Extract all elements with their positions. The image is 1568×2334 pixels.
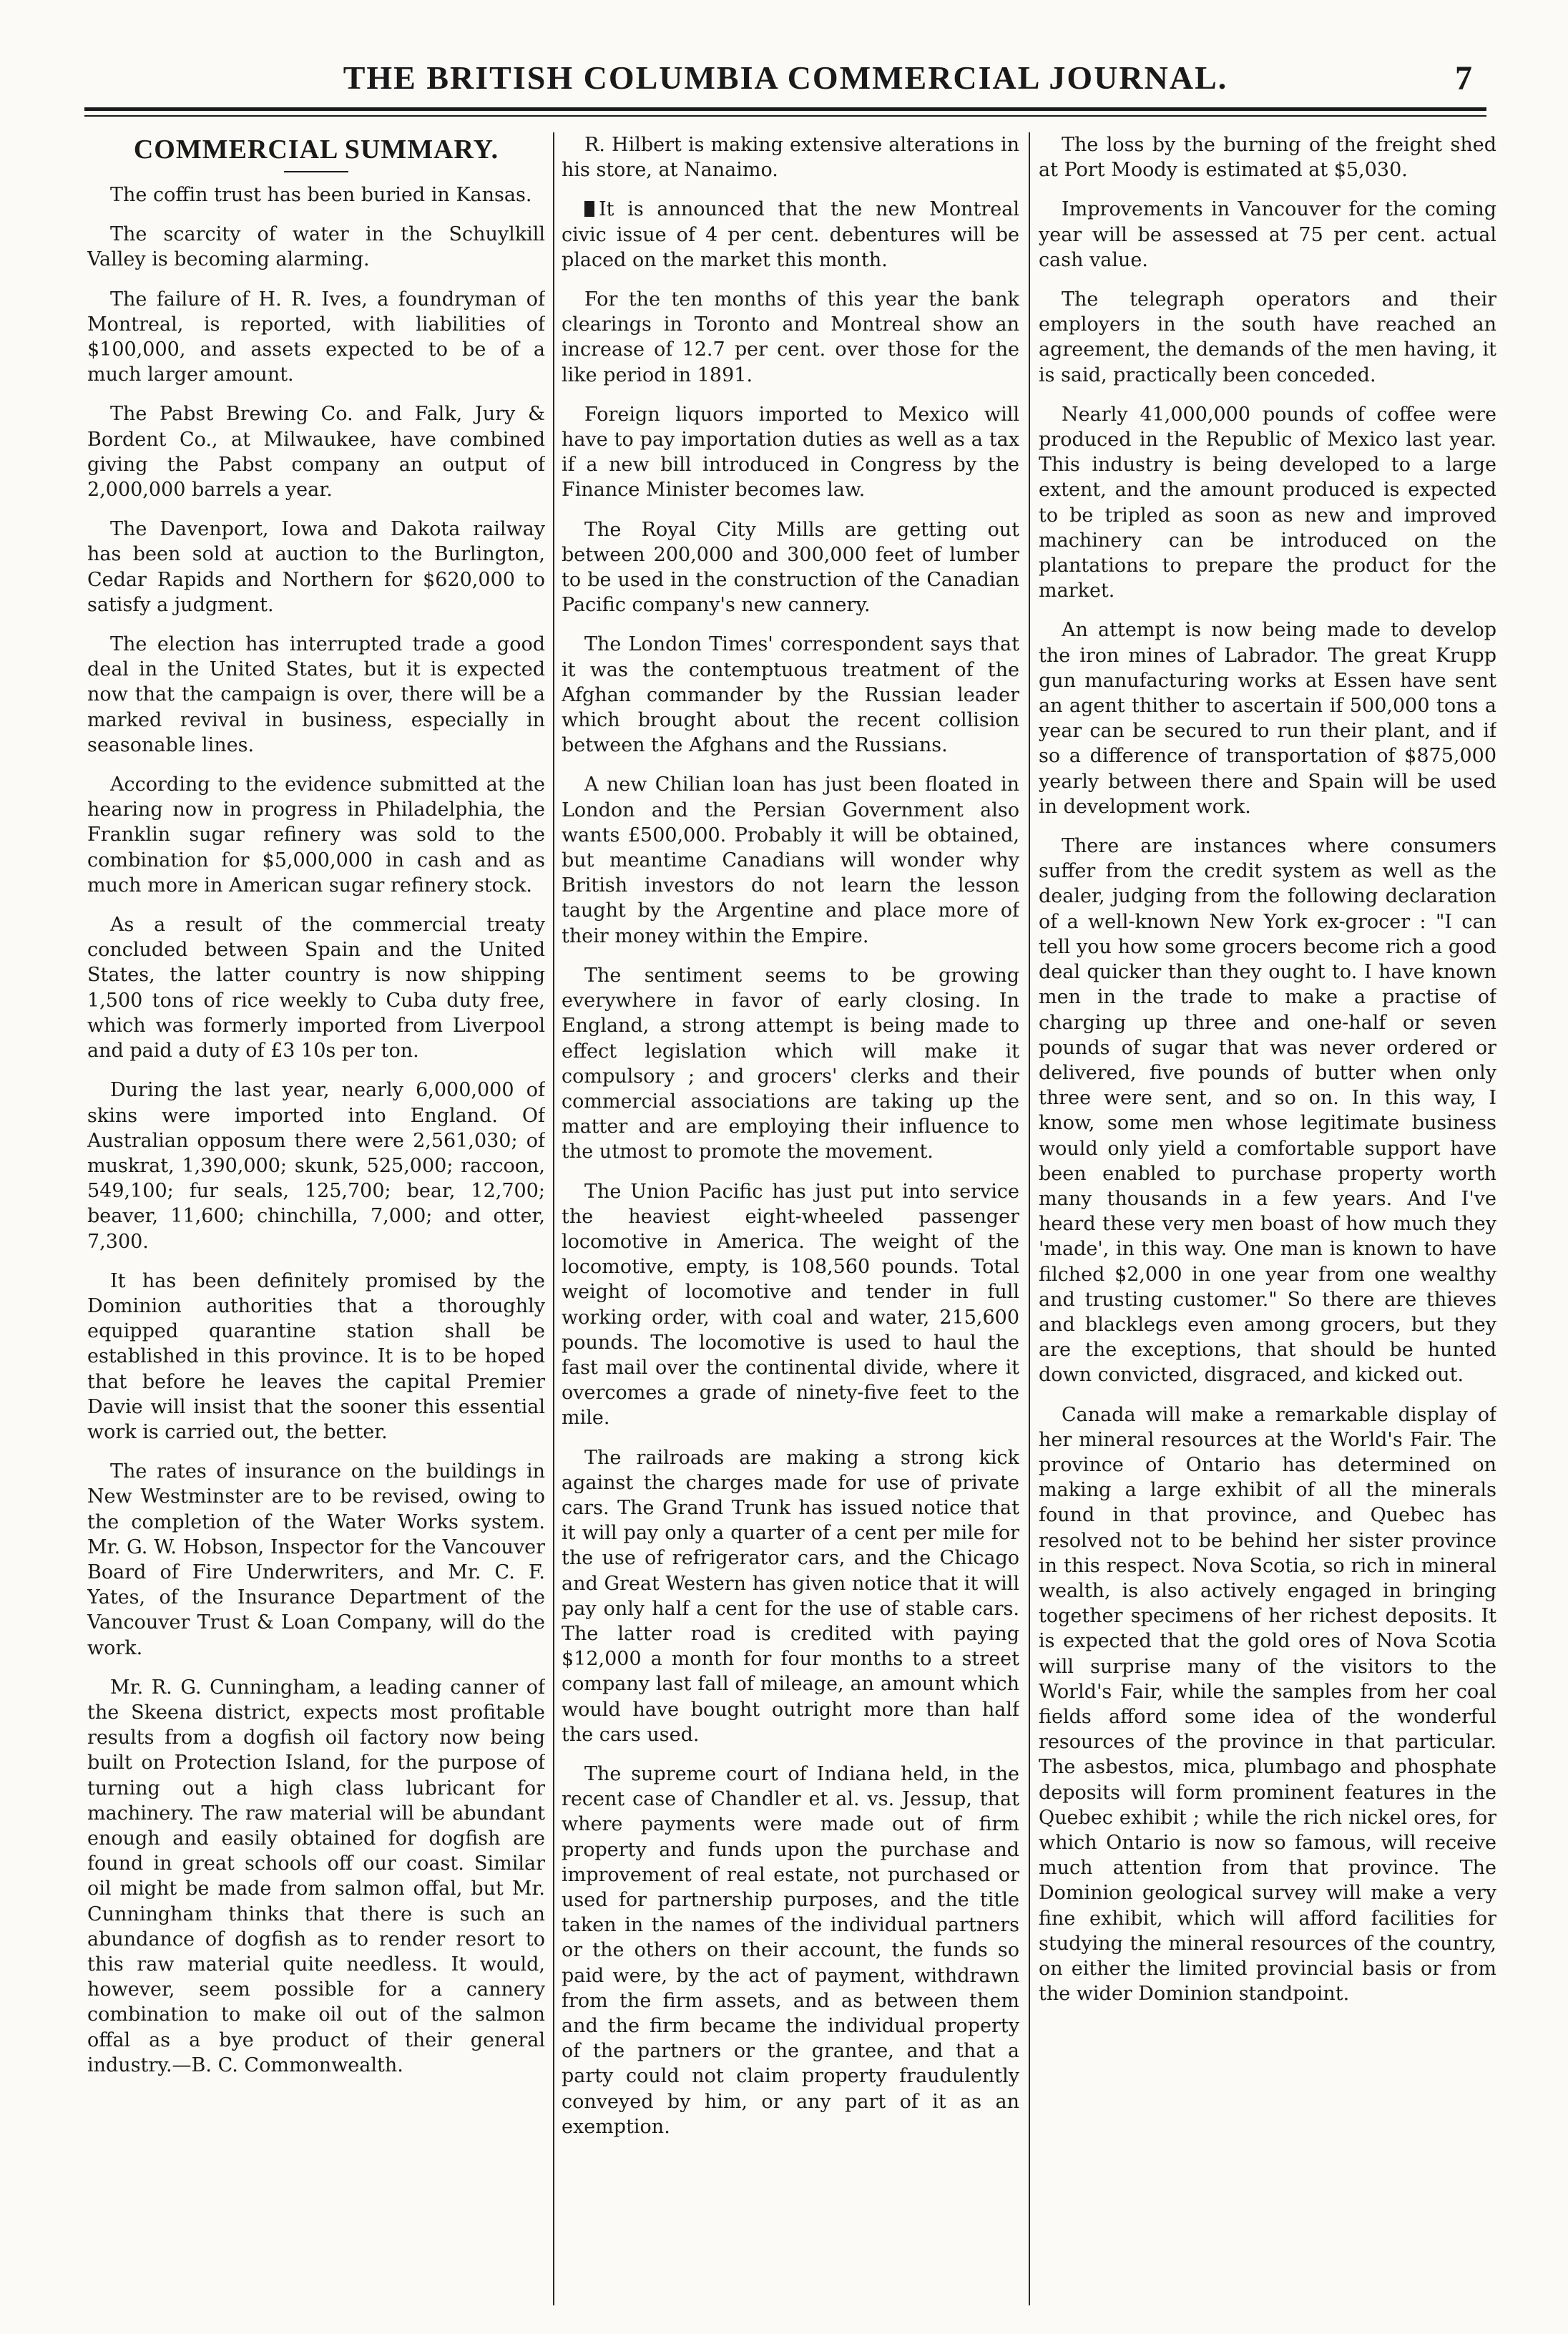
article-paragraph: R. Hilbert is making extensive alterations in his store, at Nanaimo.: [562, 134, 1019, 182]
page-header: [84, 59, 1486, 110]
article-paragraph: The scarcity of water in the Schuylkill Valley is becoming alarming.: [87, 223, 545, 271]
article-paragraph: A new Chilian loan has just been floated in London and the Persian Government also wants £500,000. Probably it will be obtained, but meantime Canadians will wonder why British investors do not learn the lesson taught by the Argentine and place more of their money within the Empire.: [562, 773, 1019, 947]
article-paragraph: During the last year, nearly 6,000,000 of skins were imported into England. Of Australian opposum there were 2,561,030; of muskrat, 1,390,000; skunk, 525,000; raccoon, 549,100; fur seals, 125,700; bear, 12,700; beaver, 11,600; chinchilla, 7,000; and otter, 7,300.: [87, 1079, 545, 1253]
article-paragraph: The Royal City Mills are getting out between 200,000 and 300,000 feet of lumber to be used in the construction of the Canadian Pacific company's new cannery.: [562, 518, 1019, 617]
article-paragraph: The coffin trust has been buried in Kansas.: [110, 184, 532, 206]
column-1: [87, 132, 545, 2309]
article-paragraph: According to the evidence submitted at the hearing now in progress in Philadelphia, the Franklin sugar refinery was sold to the combination for $5,000,000 in cash and as much more in American sugar refinery stock.: [87, 773, 545, 897]
article-paragraph: The rates of insurance on the buildings in New Westminster are to be revised, owing to the completion of the Water Works system. Mr. G. W. Hobson, Inspector for the Vancouver Board of Fire Underwriters, and Mr. C. F. Yates, of the Insurance Department of the Vancouver Trust & Loan Company, will do the work.: [87, 1460, 545, 1659]
column-divider-2: [1029, 132, 1030, 2305]
article-paragraph: The Union Pacific has just put into service the heaviest eight-wheeled passenger locomotive in America. The weight of the locomotive, empty, is 108,560 pounds. Total weight of locomotive and tender in full working order, with coal and water, 215,600 pounds. The locomotive is used to haul the fast mail over the continental divide, where it overcomes a grade of ninety-five feet to the mile.: [562, 1180, 1019, 1430]
article-paragraph-text: It is announced that the new Montreal civic issue of 4 per cent. debentures will be placed on the market this month.: [562, 198, 1019, 271]
header-rule-thin: [84, 115, 1486, 117]
article-paragraph: It has been definitely promised by the Dominion authorities that a thoroughly equipped quarantine station shall be established in this province. It is to be hoped that before he leaves the capital Premier Davie will insist that the sooner this essential work is carried out, the better.: [87, 1269, 545, 1443]
article-paragraph-bulleted: [562, 197, 1019, 273]
article-paragraph: The sentiment seems to be growing everywhere in favor of early closing. In England, a strong attempt is being made to effect legislation which will make it compulsory ; and grocers' clerks and their commercial associations are taking up the matter and are employing their influence to the utmost to promote the movement.: [562, 964, 1019, 1163]
article-paragraph: Improvements in Vancouver for the coming year will be assessed at 75 per cent. actual cash value.: [1039, 198, 1496, 271]
column-2: [562, 132, 1019, 2309]
article-paragraph: Mr. R. G. Cunningham, a leading canner of the Skeena district, expects most profitable results from a dogfish oil factory now being built on Protection Island, for the purpose of turning out a high class lubricant for machinery. The raw material will be abundant enough and easily obtained for dogfish are found in great schools off our coast. Similar oil might be made from salmon offal, but Mr. Cunningham thinks that there is such an abundance of dogfish as to render resort to this raw material quite needless. It would, however, seem possible for a cannery combination to make oil out of the salmon offal as a bye product of their general industry.—B. C. Commonwealth.: [87, 1676, 545, 2076]
article-paragraph: The election has interrupted trade a good deal in the United States, but it is expected now that the campaign is over, there will be a marked revival in business, especially in seasonable lines.: [87, 633, 545, 756]
article-paragraph: The railroads are making a strong kick against the charges made for use of private cars. The Grand Trunk has issued notice that it will pay only a quarter of a cent per mile for the use of refrigerator cars, and the Chicago and Great Western has given notice that it will pay only half a cent for the use of stable cars. The latter road is credited with paying $12,000 a month for four months to a street company last fall of mileage, an amount which would have bought outright more than half the cars used.: [562, 1446, 1019, 1746]
article-paragraph: The Davenport, Iowa and Dakota railway has been sold at auction to the Burlington, Cedar Rapids and Northern for $620,000 to satisfy a judgment.: [87, 518, 545, 616]
article-paragraph: As a result of the commercial treaty concluded between Spain and the United States, the latter country is now shipping 1,500 tons of rice weekly to Cuba duty free, which was formerly imported from Liverpool and paid a duty of £3 10s per ton.: [87, 914, 545, 1063]
article-paragraph: The London Times' correspondent says that it was the contemptuous treatment of the Afghan commander by the Russian leader which brought about the recent collision between the Afghans and the Russians.: [562, 633, 1019, 757]
article-paragraph: Foreign liquors imported to Mexico will have to pay importation duties as well as a tax if a new bill introduced in Congress by the Finance Minister becomes law.: [562, 403, 1019, 502]
article-paragraph: The loss by the burning of the freight shed at Port Moody is estimated at $5,030.: [1039, 134, 1496, 182]
article-paragraph: The telegraph operators and their employers in the south have reached an agreement, the demands of the men having, it is said, practically been conceded.: [1039, 288, 1496, 386]
section-title-rule: [284, 171, 348, 172]
article-paragraph: Nearly 41,000,000 pounds of coffee were produced in the Republic of Mexico last year. This industry is being developed to a large extent, and the amount produced is expected to be tripled as soon as new and improved machinery can be introduced on the plantations to prepare the product for the market.: [1039, 403, 1496, 602]
article-paragraph: The supreme court of Indiana held, in the recent case of Chandler et al. vs. Jessup, that where payments were made out of firm property and funds upon the purchase and improvement of real estate, not purchased or used for partnership purposes, and the title taken in the names of the individual partners or the others on their account, the funds so paid were, by the act of payment, withdrawn from the firm assets, and as between them and the firm became the individual property of the partners or the grantee, and that a party could not claim property fraudulently conveyed by him, or any part of it as an exemption.: [562, 1762, 1019, 2138]
header-rule-thick: [84, 107, 1486, 111]
bullet-mark-icon: [584, 201, 594, 217]
page-number: 7: [1455, 59, 1472, 97]
column-divider-1: [553, 132, 554, 2305]
journal-title: THE BRITISH COLUMBIA COMMERCIAL JOURNAL.: [343, 59, 1228, 96]
article-paragraph: There are instances where consumers suffer from the credit system as well as the dealer, judging from the following declaration of a well-known New York ex-grocer : "I can tell you how some grocers become rich a good deal quicker than they ought to. I have known men in the trade to make a practise of charging up three and one-half or seven pounds of sugar that was never ordered or delivered, five pounds of butter when only three were sent, and so on. In this way, I know, some men whose legitimate business would only yield a comfortable support have been enabled to purchase property worth many thousands in a few years. And I've heard these very men boast of how much they 'made', in this way. One man is known to have filched $2,000 in one year from one wealthy and trusting customer." So there are thieves and blacklegs even among grocers, but they are the exceptions, that should be hunted down convicted, disgraced, and kicked out.: [1039, 835, 1496, 1387]
article-paragraph: The Pabst Brewing Co. and Falk, Jury & Bordent Co., at Milwaukee, have combined giving the Pabst company an output of 2,000,000 barrels a year.: [87, 403, 545, 502]
article-paragraph: The failure of H. R. Ives, a foundryman of Montreal, is reported, with liabilities of $100,000, and assets expected to be of a much larger amount.: [87, 288, 545, 386]
article-paragraph: An attempt is now being made to develop the iron mines of Labrador. The great Krupp gun manufacturing works at Essen have sent an agent thither to ascertain if 500,000 tons a year can be secured to run their plant, and if so a difference of transportation of $875,000 yearly between there and Spain will be used in development work.: [1039, 619, 1496, 818]
article-paragraph: For the ten months of this year the bank clearings in Toronto and Montreal show an increase of 12.7 per cent. over those for the like period in 1891.: [562, 288, 1019, 386]
section-title: COMMERCIAL SUMMARY.: [133, 135, 499, 165]
column-3: [1039, 132, 1496, 2309]
article-paragraph: Canada will make a remarkable display of her mineral resources at the World's Fair. The province of Ontario has determined on making a large exhibit of all the minerals found in that province, and Quebec has resolved not to be behind her sister province in this respect. Nova Scotia, so rich in mineral wealth, is also actively engaged in bringing together specimens of her richest deposits. It is expected that the gold ores of Nova Scotia will surprise many of the visitors to the World's Fair, while the samples from her coal fields afford some idea of the wonderful resources of the province in that particular. The asbestos, mica, plumbago and phosphate deposits will form prominent features in the Quebec exhibit ; while the rich nickel ores, for which Ontario is now so famous, will receive much attention from that province. The Dominion geological survey will make a very fine exhibit, which will afford facilities for studying the mineral resources of the country, on either the limited provincial basis or from the wider Dominion standpoint.: [1039, 1403, 1496, 2006]
